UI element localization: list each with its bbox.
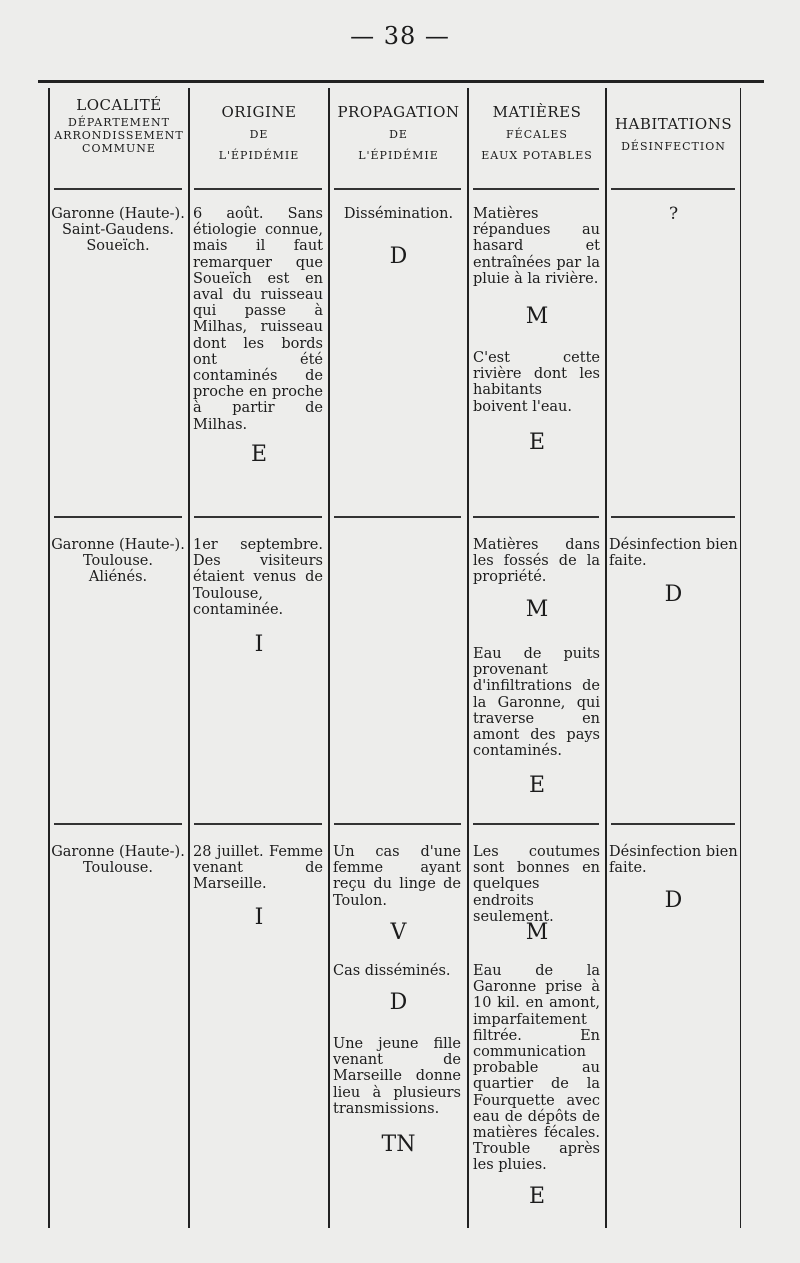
row-rule <box>54 516 182 518</box>
row3-propagation-letter-3: TN <box>381 1132 416 1157</box>
row1-propagation-letter: D <box>389 244 408 269</box>
row2-eaux: Eau de puits provenant d'infiltrations de la Garonne, qui traverse en amont des pays contaminés. <box>473 646 600 760</box>
row3-propagation-1: Un cas d'une femme ayant reçu du linge de Toulon. <box>333 844 461 909</box>
row3-propagation-letter-1: V <box>390 920 407 945</box>
header-rule <box>334 188 461 190</box>
row-rule <box>194 516 322 518</box>
header-rule <box>194 188 322 190</box>
row-rule <box>334 516 461 518</box>
header-rule <box>54 188 182 190</box>
row3-propagation-letter-2: D <box>389 990 408 1015</box>
table-left-border <box>48 88 50 1228</box>
row2-habitations: Désinfection bien faite. <box>609 537 738 570</box>
row-rule <box>194 823 322 825</box>
column-divider-1 <box>188 88 190 1228</box>
header-habitations: HABITATIONS DÉSINFECTION <box>614 115 733 154</box>
header-matieres: MATIÈRES FÉCALES EAUX POTABLES <box>481 103 593 162</box>
header-origine: ORIGINE DE L'ÉPIDÉMIE <box>218 103 300 162</box>
row1-eaux: C'est cette rivière dont les habitants boivent l'eau. <box>473 350 600 415</box>
row1-propagation: Dissémination. <box>343 206 454 222</box>
row1-habitations: ? <box>668 204 679 224</box>
row-rule <box>611 823 735 825</box>
row3-propagation-2: Cas disséminés. <box>333 963 451 979</box>
row2-origin-letter: I <box>254 632 264 657</box>
row3-habitations-letter: D <box>664 888 683 913</box>
header-rule <box>473 188 599 190</box>
row1-locality: Garonne (Haute-). Saint-Gaudens. Soueïch. <box>51 206 185 255</box>
row2-habitations-letter: D <box>664 582 683 607</box>
row3-matieres-letter: M <box>525 920 549 945</box>
column-divider-4 <box>605 88 607 1228</box>
row3-propagation-3: Une jeune fille venant de Marseille donne lieu à plusieurs transmissions. <box>333 1036 461 1117</box>
row1-origin-letter: E <box>250 442 268 467</box>
row2-eaux-letter: E <box>528 773 546 798</box>
header-rule <box>611 188 735 190</box>
row3-locality: Garonne (Haute-). Toulouse. <box>51 844 185 877</box>
row2-locality: Garonne (Haute-). Toulouse. Aliénés. <box>51 537 185 586</box>
row3-origin: 28 juillet. Femme venant de Marseille. <box>193 844 323 893</box>
row3-matieres: Les coutumes sont bonnes en quelques endroits seulement. <box>473 844 600 925</box>
row3-origin-letter: I <box>254 905 264 930</box>
row2-matieres: Matières dans les fossés de la propriété. <box>473 537 600 586</box>
row3-eaux-letter: E <box>528 1184 546 1209</box>
row1-eaux-letter: E <box>528 430 546 455</box>
row-rule <box>54 823 182 825</box>
row1-matieres-letter: M <box>525 304 549 329</box>
header-propagation: PROPAGATION DE L'ÉPIDÉMIE <box>337 103 460 162</box>
table-top-rule <box>38 80 764 83</box>
row2-origin: 1er septembre. Des visiteurs étaient venus de Toulouse, contaminée. <box>193 537 323 618</box>
row-rule <box>473 516 599 518</box>
header-localite: LOCALITÉ DÉPARTEMENT ARRONDISSEMENT COMMUNE <box>54 96 184 155</box>
row-rule <box>611 516 735 518</box>
table-right-border <box>740 88 741 1228</box>
row1-origin: 6 août. Sans étiologie connue, mais il faut remarquer que Soueïch est en aval du ruisseau qui passe à Milhas, ruisseau dont les bords ont été contaminés de proche en proche à partir de Milhas. <box>193 206 323 433</box>
row3-eaux: Eau de la Garonne prise à 10 kil. en amont, imparfaitement filtrée. En communication probable au quartier de la Fourquette avec eau de dépôts de matières fécales. Trouble après les pluies. <box>473 963 600 1174</box>
column-divider-3 <box>467 88 469 1228</box>
row-rule <box>473 823 599 825</box>
row1-matieres: Matières répandues au hasard et entraînées par la pluie à la rivière. <box>473 206 600 287</box>
row2-matieres-letter: M <box>525 597 549 622</box>
row3-habitations: Désinfection bien faite. <box>609 844 738 877</box>
page-number: — 38 — <box>350 22 450 50</box>
row-rule <box>334 823 461 825</box>
